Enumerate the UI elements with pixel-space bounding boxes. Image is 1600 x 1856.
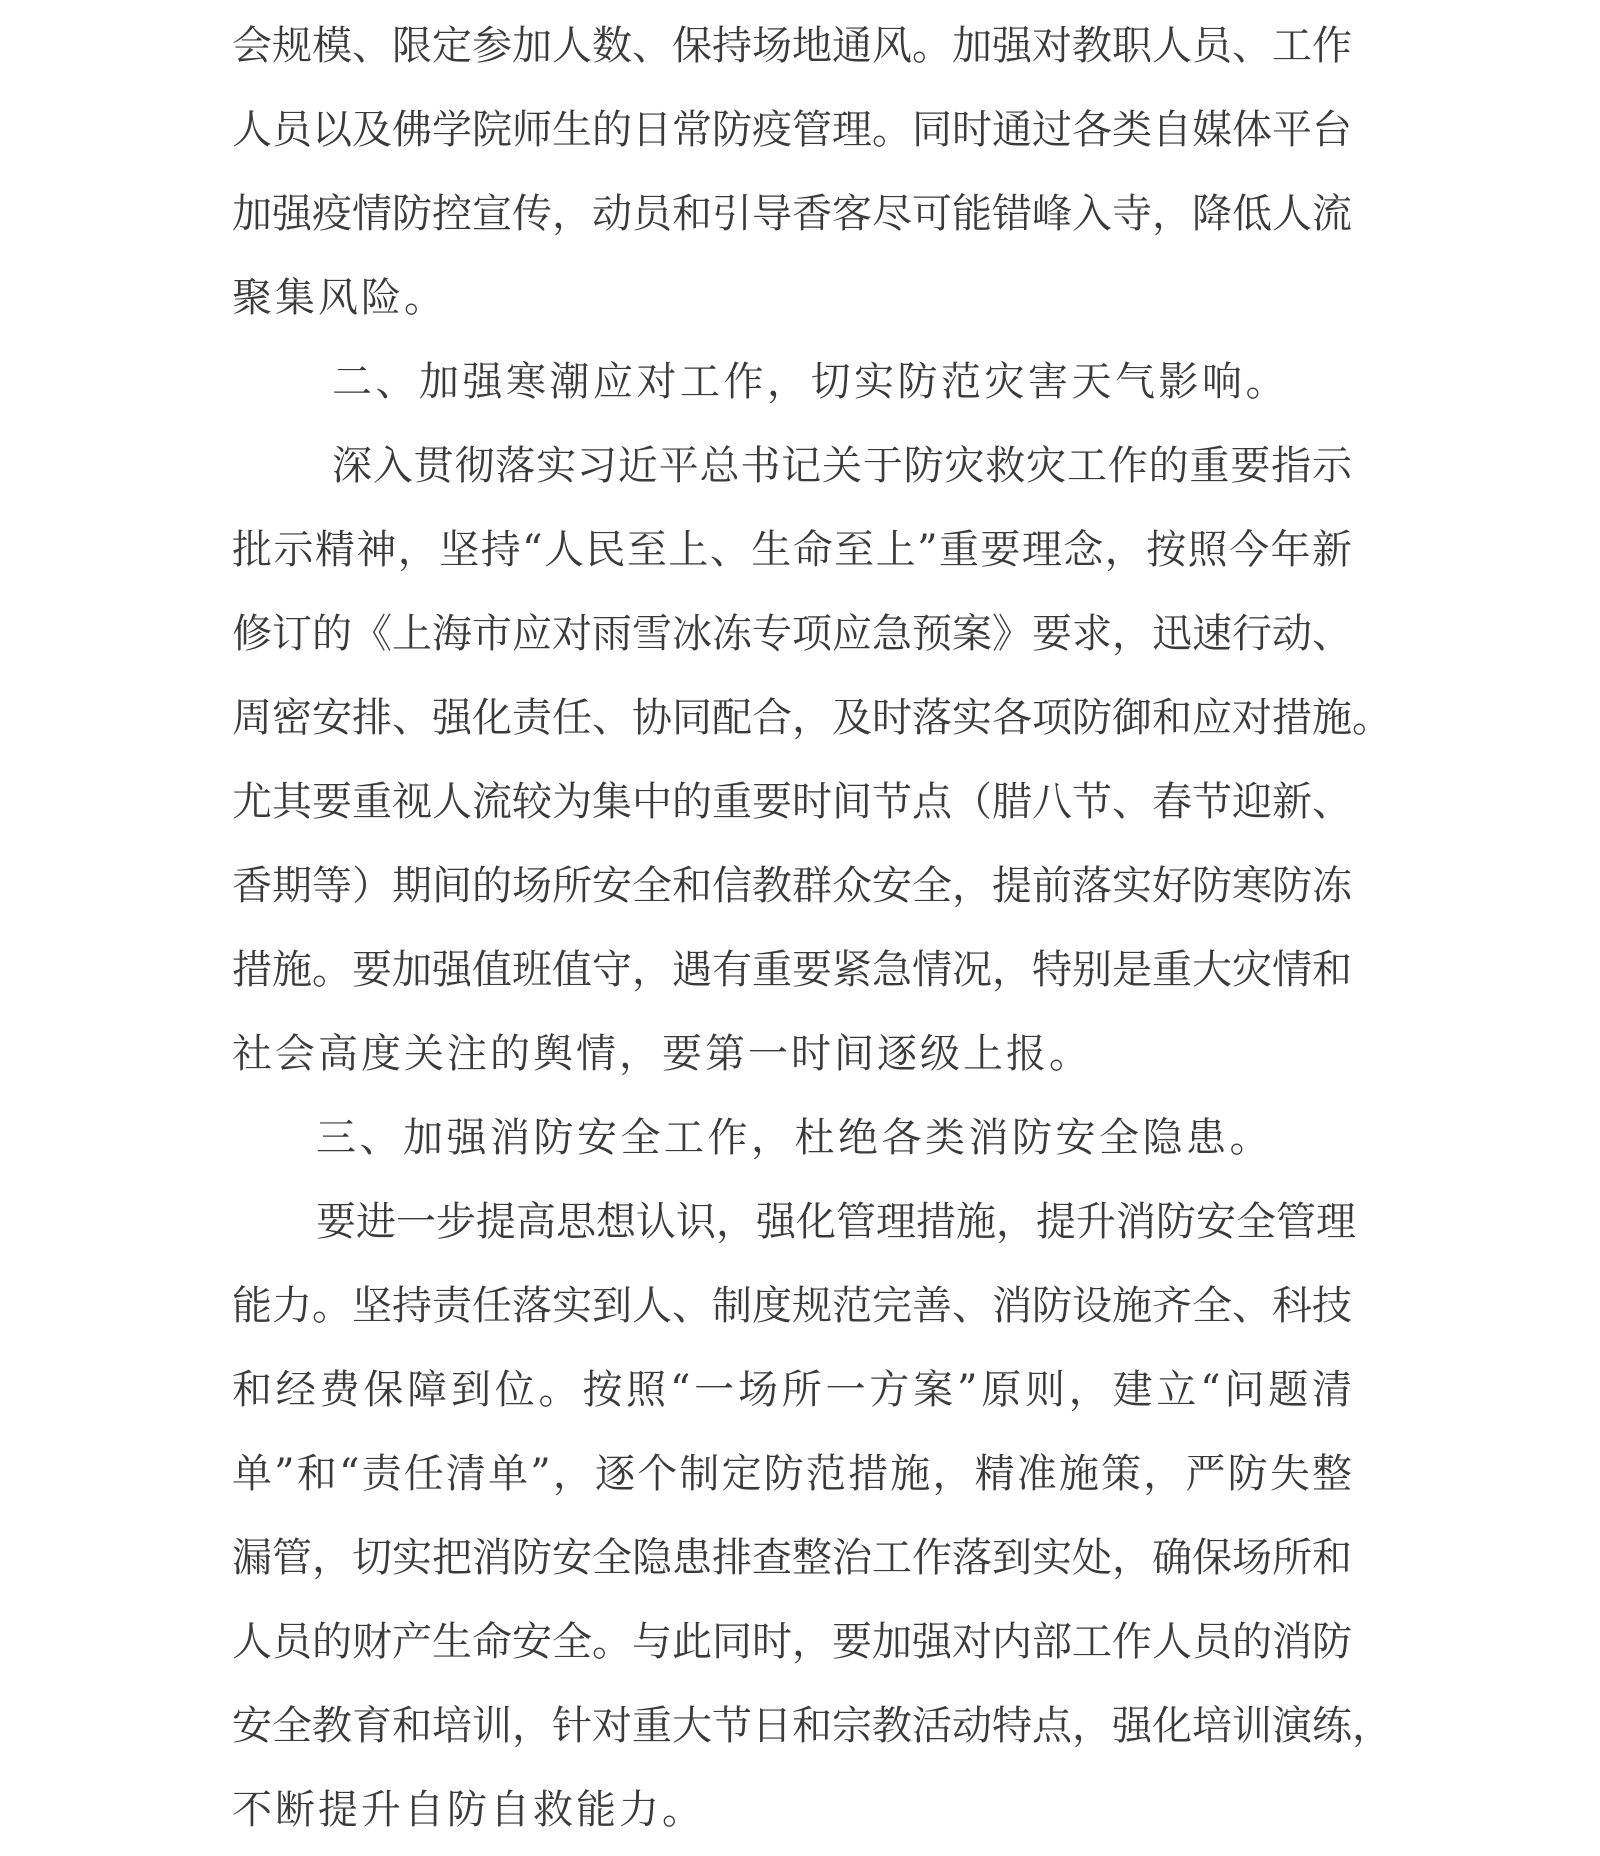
text-line: 和经费保障到位。按照“一场所一方案”原则，建立“问题清 xyxy=(232,1367,1352,1413)
section-heading: 二、加强寒潮应对工作，切实防范灾害天气影响。 xyxy=(332,359,1289,405)
text-line: 措施。要加强值班值守，遇有重要紧急情况，特别是重大灾情和 xyxy=(232,947,1352,993)
text-line: 会规模、限定参加人数、保持场地通风。加强对教职人员、工作 xyxy=(232,23,1352,69)
text-line: 不断提升自防自救能力。 xyxy=(232,1787,705,1833)
text-line: 能力。坚持责任落实到人、制度规范完善、消防设施齐全、科技 xyxy=(232,1283,1352,1329)
text-line: 人员以及佛学院师生的日常防疫管理。同时通过各类自媒体平台 xyxy=(232,107,1352,153)
text-line: 要进一步提高思想认识，强化管理措施，提升消防安全管理 xyxy=(316,1199,1356,1245)
text-line: 尤其要重视人流较为集中的重要时间节点（腊八节、春节迎新、 xyxy=(232,779,1352,825)
text-line: 人员的财产生命安全。与此同时，要加强对内部工作人员的消防 xyxy=(232,1619,1352,1665)
text-line: 香期等）期间的场所安全和信教群众安全，提前落实好防寒防冻 xyxy=(232,863,1352,909)
text-line: 漏管，切实把消防安全隐患排查整治工作落到实处，确保场所和 xyxy=(232,1535,1352,1581)
text-line: 批示精神，坚持“人民至上、生命至上”重要理念，按照今年新 xyxy=(232,527,1352,573)
section-heading: 三、加强消防安全工作，杜绝各类消防安全隐患。 xyxy=(316,1115,1273,1161)
text-line: 周密安排、强化责任、协同配合，及时落实各项防御和应对措施。 xyxy=(232,695,1392,741)
text-line: 加强疫情防控宣传，动员和引导香客尽可能错峰入寺，降低人流 xyxy=(232,191,1352,237)
text-line: 修订的《上海市应对雨雪冰冻专项应急预案》要求，迅速行动、 xyxy=(232,611,1352,657)
text-line: 安全教育和培训，针对重大节日和宗教活动特点，强化培训演练， xyxy=(232,1703,1392,1749)
text-line: 单”和“责任清单”，逐个制定防范措施，精准施策，严防失整 xyxy=(232,1451,1352,1497)
text-line: 聚集风险。 xyxy=(232,275,447,321)
text-line: 社会高度关注的舆情，要第一时间逐级上报。 xyxy=(232,1031,1092,1077)
text-line: 深入贯彻落实习近平总书记关于防灾救灾工作的重要指示 xyxy=(332,443,1352,489)
